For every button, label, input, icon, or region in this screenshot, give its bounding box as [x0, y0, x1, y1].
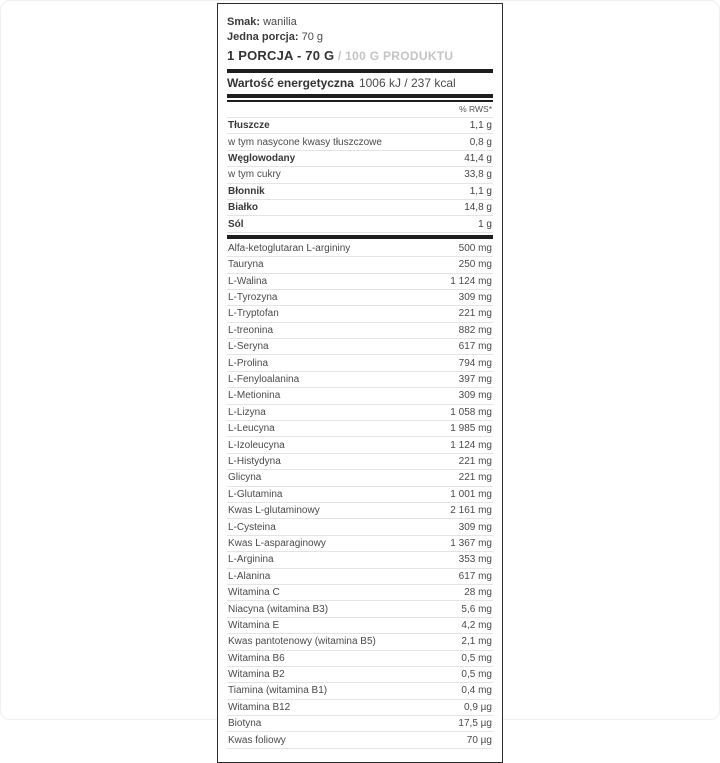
- nutrient-value: 28 mg: [464, 587, 492, 599]
- table-row: [227, 167, 493, 183]
- portion-header: [227, 48, 493, 64]
- flavor-label: Smak:: [227, 16, 261, 28]
- serving-label: Jedna porcja:: [227, 31, 299, 43]
- table-row: [227, 216, 493, 232]
- table-row: [227, 683, 493, 699]
- table-row: [227, 487, 493, 503]
- table-row: [227, 118, 493, 134]
- nutrient-value: 617 mg: [458, 570, 492, 582]
- nutrient-value: 221 mg: [458, 472, 492, 484]
- table-row: [227, 634, 493, 650]
- table-row: [227, 151, 493, 167]
- nutrient-name: Witamina B12: [228, 701, 291, 713]
- nutrient-name: L-treonina: [228, 324, 274, 336]
- nutrient-value: 0,9 µg: [463, 701, 492, 713]
- flavor-value: wanilia: [263, 16, 297, 28]
- nutrient-name: Niacyna (witamina B3): [228, 603, 329, 615]
- energy-label: Wartość energetyczna: [227, 76, 354, 90]
- table-row: [227, 536, 493, 552]
- nutrient-value: 0,5 mg: [461, 652, 492, 664]
- nutrient-value: 309 mg: [458, 521, 492, 533]
- nutrient-name: Kwas L-glutaminowy: [228, 505, 320, 517]
- nutrient-value: 5,6 mg: [461, 603, 492, 615]
- nutrient-value: 1 985 mg: [450, 423, 492, 435]
- nutrient-name: L-Glutamina: [228, 488, 283, 500]
- table-row: [227, 716, 493, 732]
- nutrients-table: [227, 241, 493, 749]
- nutrient-name: Witamina B2: [228, 669, 285, 681]
- table-row: [227, 700, 493, 716]
- nutrient-value: 309 mg: [458, 390, 492, 402]
- nutrient-name: Witamina E: [228, 619, 280, 631]
- nutrition-facts-card: [217, 3, 503, 763]
- nutrient-value: 882 mg: [458, 324, 492, 336]
- portion-header-light: 100 G PRODUKTU: [345, 49, 454, 63]
- nutrient-name: L-Prolina: [228, 357, 269, 369]
- nutrient-value: 14,8 g: [464, 202, 492, 214]
- nutrient-name: Alfa-ketoglutaran L-argininy: [228, 242, 351, 254]
- table-row: [227, 184, 493, 200]
- nutrient-name: w tym cukry: [228, 169, 281, 181]
- table-row: [227, 134, 493, 150]
- nutrient-value: 0,5 mg: [461, 669, 492, 681]
- nutrient-value: 1 367 mg: [450, 537, 492, 549]
- nutrient-name: L-Tyrozyna: [228, 292, 278, 304]
- nutrient-name: L-Izoleucyna: [228, 439, 285, 451]
- table-row: [227, 339, 493, 355]
- nutrient-value: 353 mg: [458, 554, 492, 566]
- table-row: [227, 306, 493, 322]
- nutrient-value: 4,2 mg: [461, 619, 492, 631]
- nutrient-name: Tauryna: [228, 259, 264, 271]
- table-row: [227, 552, 493, 568]
- table-row: [227, 290, 493, 306]
- nutrient-value: 2 161 mg: [450, 505, 492, 517]
- nutrient-value: 794 mg: [458, 357, 492, 369]
- nutrient-value: 221 mg: [458, 308, 492, 320]
- table-row: [227, 257, 493, 273]
- nutrient-value: 1 g: [478, 218, 492, 230]
- nutrient-name: Tiamina (witamina B1): [228, 685, 328, 697]
- nutrient-name: L-Cysteina: [228, 521, 276, 533]
- nutrient-name: Witamina B6: [228, 652, 285, 664]
- nutrient-name: Białko: [228, 202, 259, 214]
- nutrient-name: Witamina C: [228, 587, 280, 599]
- table-row: [227, 388, 493, 404]
- table-row: [227, 585, 493, 601]
- nutrient-name: L-Walina: [228, 275, 268, 287]
- nutrient-value: 1,1 g: [469, 120, 492, 132]
- nutrient-value: 221 mg: [458, 456, 492, 467]
- table-row: [227, 454, 493, 470]
- table-row: [227, 405, 493, 421]
- table-row: [227, 519, 493, 535]
- nutrient-name: L-Metionina: [228, 390, 281, 402]
- nutrient-value: 250 mg: [458, 259, 492, 271]
- nutrient-value: 397 mg: [458, 374, 492, 386]
- nutrient-value: 33,8 g: [464, 169, 492, 181]
- nutrient-name: Błonnik: [228, 185, 265, 197]
- portion-header-separator: /: [337, 49, 342, 63]
- energy-value: 1006 kJ / 237 kcal: [358, 76, 456, 90]
- table-row: [227, 355, 493, 371]
- table-row: [227, 200, 493, 216]
- table-row: [227, 323, 493, 339]
- divider-bar-section: [227, 235, 493, 239]
- nutrient-value: 309 mg: [458, 292, 492, 304]
- nutrient-name: Sól: [228, 218, 244, 230]
- nutrient-value: 0,8 g: [469, 136, 492, 148]
- nutrient-name: w tym nasycone kwasy tłuszczowe: [228, 136, 382, 148]
- table-row: [227, 241, 493, 257]
- nutrient-name: L-Histydyna: [228, 456, 281, 467]
- table-row: [227, 618, 493, 634]
- nutrient-value: 41,4 g: [464, 152, 492, 164]
- nutrient-name: Tłuszcze: [228, 120, 270, 132]
- rws-column-header: % RWS*: [227, 102, 493, 118]
- table-row: [227, 470, 493, 486]
- table-row: [227, 421, 493, 437]
- nutrient-name: Kwas foliowy: [228, 734, 286, 746]
- nutrient-value: 1 058 mg: [450, 406, 492, 418]
- table-row: [227, 437, 493, 453]
- table-row: [227, 667, 493, 683]
- nutrient-name: L-Arginina: [228, 554, 274, 566]
- nutrient-name: Biotyna: [228, 718, 262, 730]
- nutrient-value: 1 001 mg: [450, 488, 492, 500]
- nutrient-name: L-Alanina: [228, 570, 271, 582]
- serving-line: [227, 30, 493, 45]
- nutrient-name: L-Leucyna: [228, 423, 275, 435]
- nutrient-value: 0,4 mg: [461, 685, 492, 697]
- nutrient-name: L-Tryptofan: [228, 308, 279, 320]
- nutrient-value: 1 124 mg: [450, 439, 492, 451]
- macros-table: [227, 118, 493, 233]
- energy-row: [227, 73, 493, 94]
- table-row: [227, 651, 493, 667]
- nutrient-name: Kwas L-asparaginowy: [228, 537, 326, 549]
- nutrient-value: 617 mg: [458, 341, 492, 353]
- table-row: [227, 601, 493, 617]
- nutrient-name: Glicyna: [228, 472, 262, 484]
- portion-header-bold: 1 PORCJA - 70 G: [227, 48, 335, 63]
- serving-value: 70 g: [301, 31, 324, 43]
- flavor-line: [227, 15, 493, 30]
- divider-bar-double: [227, 94, 493, 102]
- nutrient-name: L-Fenyloalanina: [228, 374, 300, 386]
- nutrient-name: Kwas pantotenowy (witamina B5): [228, 636, 376, 648]
- nutrient-value: 2,1 mg: [461, 636, 492, 648]
- table-row: [227, 274, 493, 290]
- nutrient-value: 500 mg: [458, 242, 492, 254]
- table-row: [227, 569, 493, 585]
- table-row: [227, 732, 493, 748]
- nutrient-name: L-Seryna: [228, 341, 269, 353]
- nutrient-value: 1,1 g: [469, 185, 492, 197]
- nutrient-name: L-Lizyna: [228, 406, 266, 418]
- table-row: [227, 503, 493, 519]
- nutrient-value: 17,5 µg: [458, 718, 492, 730]
- nutrient-value: 1 124 mg: [450, 275, 492, 287]
- nutrient-value: 70 µg: [466, 734, 492, 746]
- nutrient-name: Węglowodany: [228, 152, 296, 164]
- table-row: [227, 372, 493, 388]
